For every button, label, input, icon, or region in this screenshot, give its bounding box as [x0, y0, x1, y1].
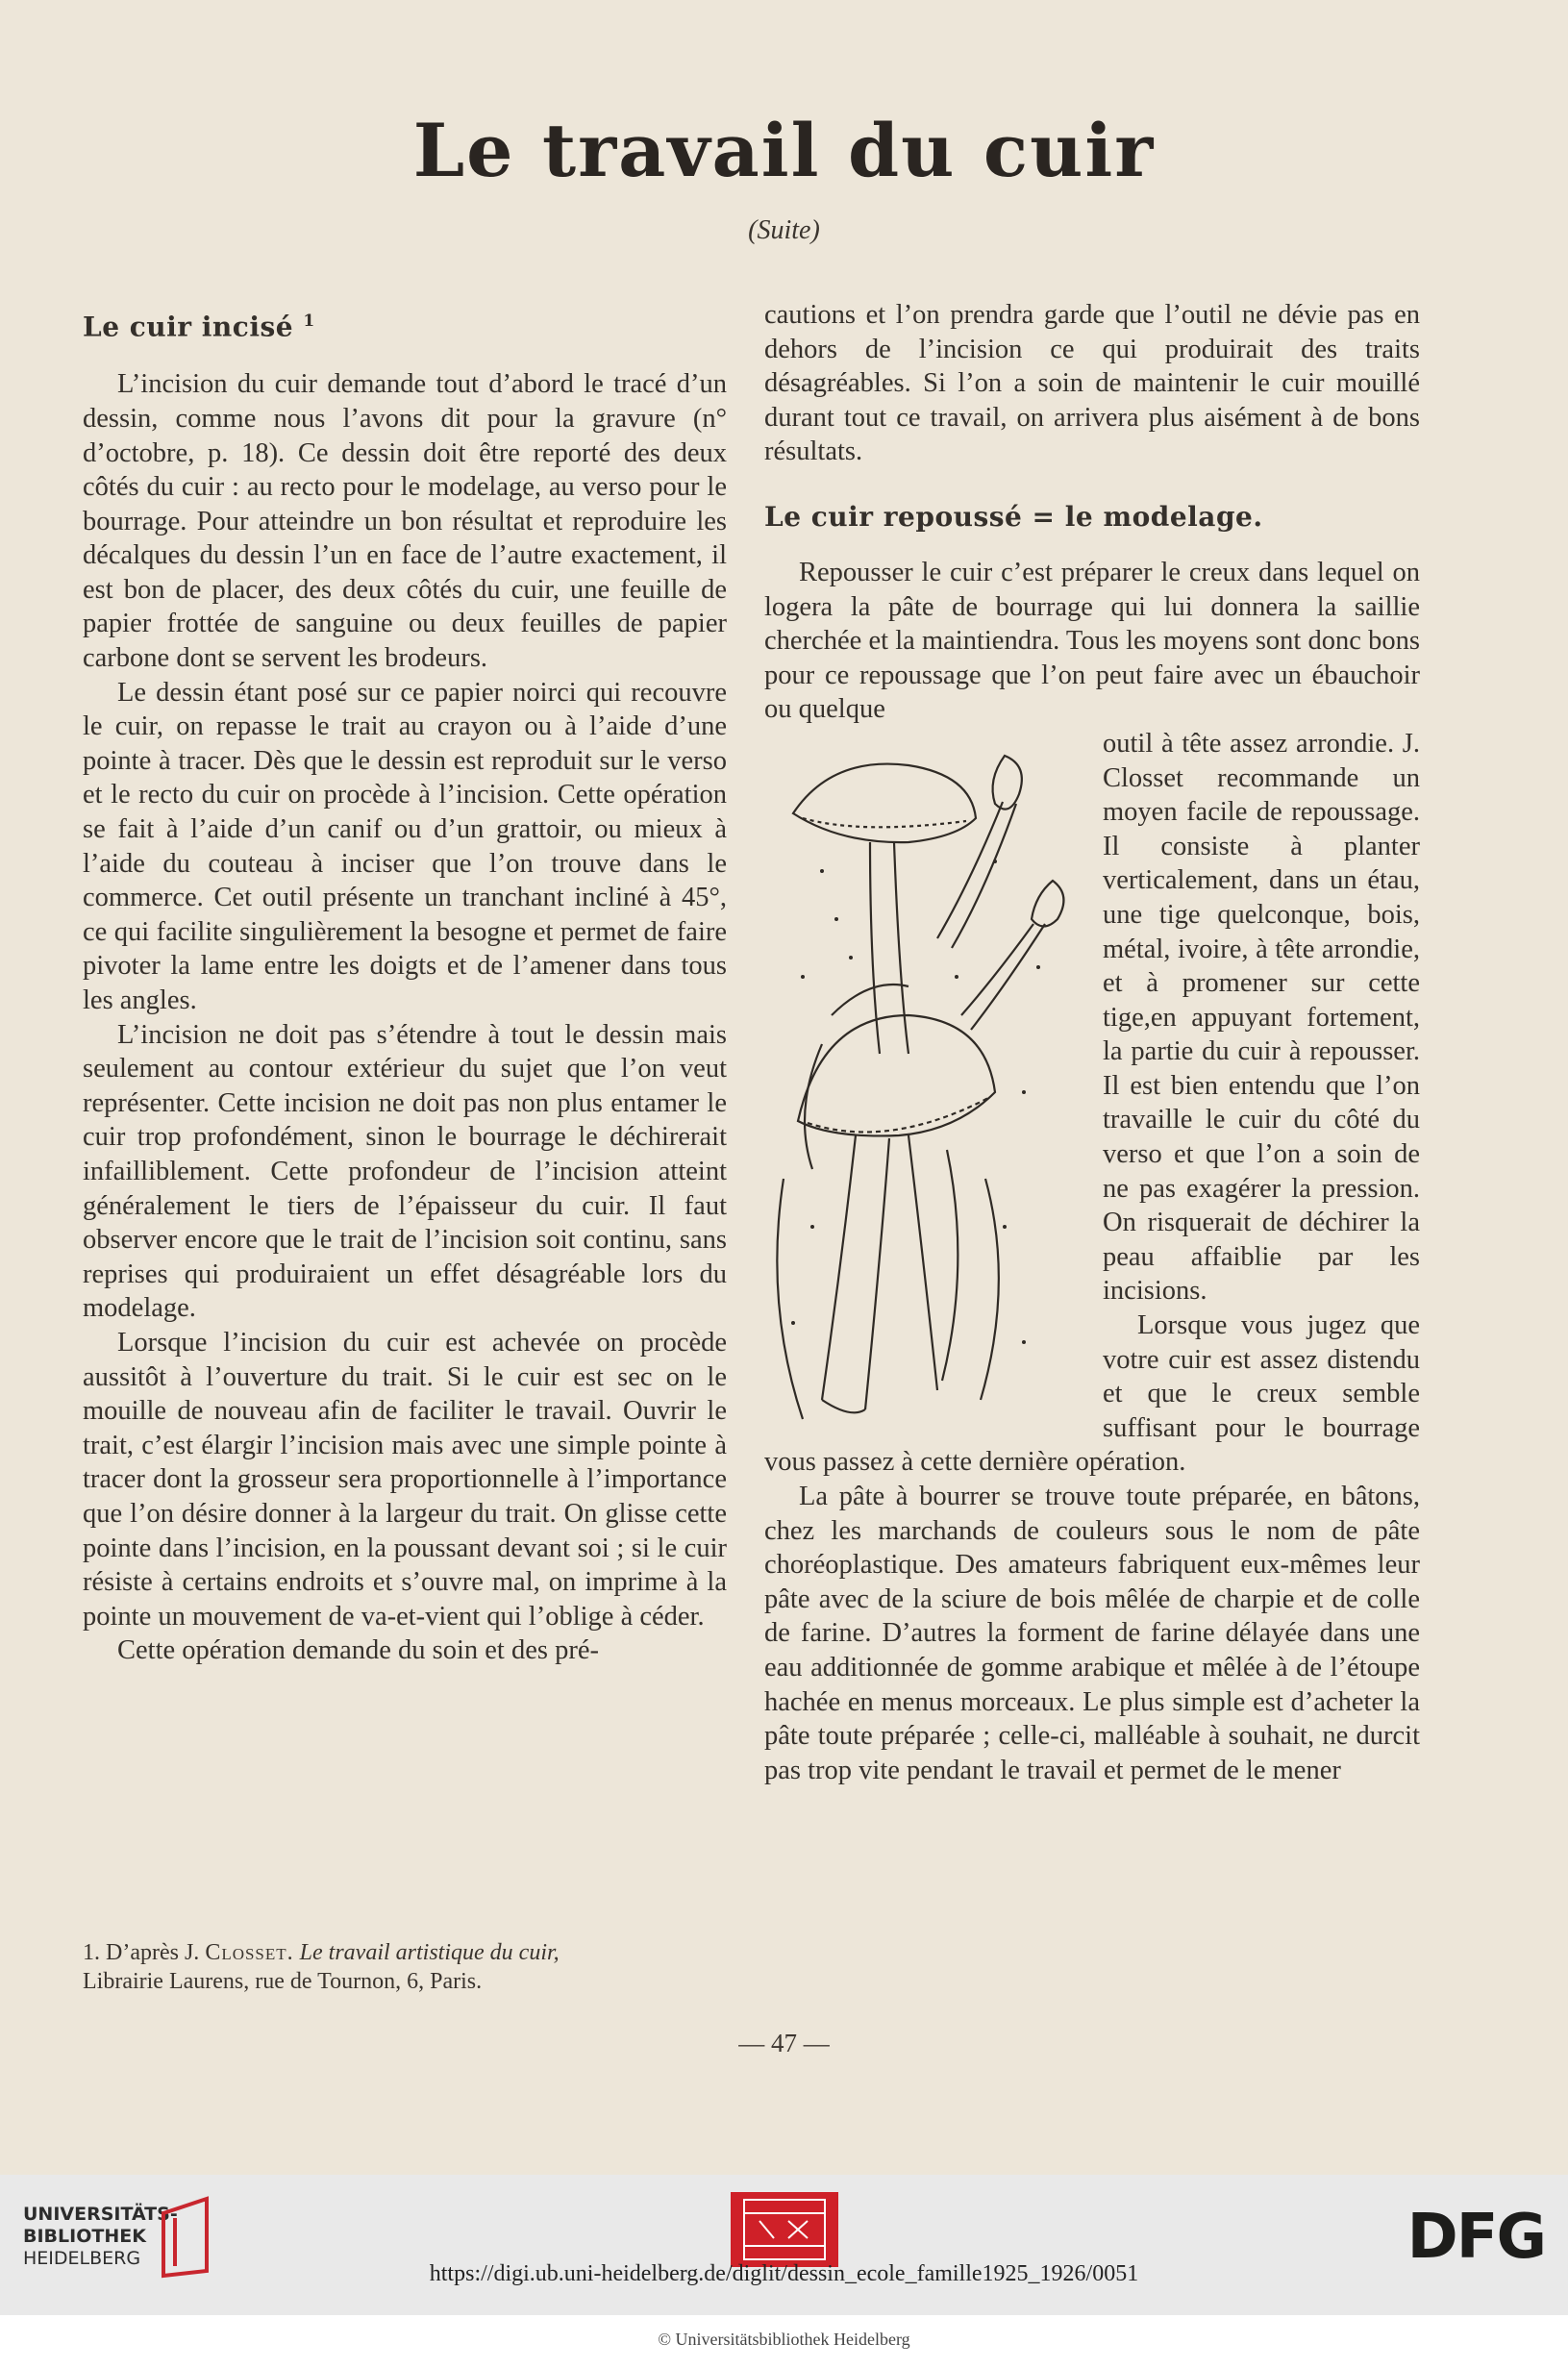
mushroom-drawing-icon: [764, 727, 1091, 1438]
footer-band: [0, 2175, 1568, 2315]
paragraph: Repousser le cuir c’est préparer le creux dans lequel on logera la pâte de bourrage qui lui donnera la saillie cherchée et la maintiendra. Tous les moyens sont donc bons pour ce repoussage que l’on peut faire avec un ébauchoir ou quelque: [764, 557, 1420, 725]
mushroom-illustration: [764, 727, 1091, 1438]
episteme-logo[interactable]: [731, 2192, 838, 2267]
episteme-icon: [731, 2192, 838, 2267]
page-subtitle: (Suite): [748, 215, 820, 245]
footnote-author: Closset.: [205, 1940, 294, 1965]
page-number: — 47 —: [738, 2029, 830, 2057]
right-column: [764, 298, 1420, 1787]
paragraph: L’incision du cuir demande tout d’abord le tracé d’un dessin, comme nous l’avons dit pour la gravure (n° d’octobre, p. 18). Ce dessin doit être reporté des deux côtés du cuir : au recto pour le modelage, au verso pour le bourrage. Pour atteindre un bon résultat et reproduire les décalques du dessin l’un en face de l’autre exactement, il est bon de placer, des deux côtés du cuir, une feuille de papier frottée de sanguine ou deux feuilles de papier carbone dont se servent les brodeurs.: [83, 369, 727, 674]
footnote-publisher: Librairie Laurens, rue de Tournon, 6, Paris.: [83, 1969, 483, 1994]
copyright-notice: © Universitätsbibliothek Heidelberg: [658, 2330, 910, 2349]
library-logo[interactable]: UNIVERSITÄTS- BIBLIOTHEK HEIDELBERG: [23, 2204, 178, 2269]
section-heading-incise: Le cuir incisé $^1$: [83, 311, 315, 343]
footnote-work: Le travail artistique du cuir,: [299, 1940, 560, 1965]
footnote-marker: 1: [303, 312, 315, 331]
paragraph: La pâte à bourrer se trouve toute préparée, en bâtons, chez les marchands de couleurs sous le nom de pâte choréoplastique. Des amateurs fabriquent eux-mêmes leur pâte avec de la sciure de bois mêlée de charpie et de colle de farine. D’autres la forment de farine délayée dans une eau additionnée de gomme arabique et mêlée à de l’étoupe hachée en menus morceaux. Le plus simple est d’acheter la pâte toute préparée ; celle-ci, malléable à souhait, ne durcit pas trop vite pendant le travail et permet de le mener: [764, 1482, 1420, 1785]
section-heading-repousse: Le cuir repoussé = le modelage.: [764, 500, 1263, 533]
paragraph: Lorsque l’incision du cuir est achevée on procède aussitôt à l’ouverture du trait. Si le cuir est sec on le mouille de nouveau afin de faciliter le travail. Ouvrir le trait, c’est élargir l’incision mais avec une simple pointe à tracer dont la grosseur sera proportionnelle à l’importance que l’on désire donner à la largeur du trait. On glisse cette pointe dans l’incision, en la poussant devant soi ; si le cuir résiste à certains endroits et s’ouvre mal, on imprime à la pointe un mouvement de va-et-vient qui l’oblige à céder.: [83, 1327, 727, 1632]
paragraph-continuation: cautions et l’on prendra garde que l’outil ne dévie pas en dehors de l’incision ce qui produirait des traits désagréables. Si l’on a soin de maintenir le cuir mouillé durant tout ce travail, on arrivera plus aisément à de bons résultats.: [764, 300, 1420, 467]
dfg-logo[interactable]: DFG: [1406, 2202, 1545, 2273]
paragraph: Cette opération demande du soin et des pré-: [117, 1635, 599, 1666]
page-title: Le travail du cuir: [412, 108, 1156, 193]
left-column: [83, 298, 727, 1668]
paragraph: outil à tête assez arrondie. J. Closset recommande un moyen facile de repoussage. Il consiste à planter verticalement, dans un étau, une tige quelconque, bois, métal, ivoire, à tête arrondie, et à promener sur cette tige,en appuyant fortement, la partie du cuir à repousser. Il est bien entendu que l’on travaille le cuir du côté du verso et que l’on a soin de ne pas exagérer la pression. On risquerait de déchirer la peau affaiblie par les incisions.: [1103, 728, 1420, 1307]
footnote: 1. D’après J. Closset. Le travail artistique du cuir, Librairie Laurens, rue de Tournon, 6, Paris.: [83, 1940, 560, 1994]
paragraph: Le dessin étant posé sur ce papier noirci qui recouvre le cuir, on repasse le trait au crayon ou à l’aide d’une pointe à tracer. Dès que le dessin est reproduit sur le verso et le recto du cuir on procède à l’incision. Cette opération se fait à l’aide d’un canif ou d’un grattoir, ou mieux à l’aide du couteau à inciser que l’on trouve dans le commerce. Cet outil présente un tranchant incliné à 45°, ce qui facilite singulièrement la besogne et permet de faire pivoter la lame entre les doigts et de l’amener dans tous les angles.: [83, 677, 727, 1016]
paragraph: L’incision ne doit pas s’étendre à tout le dessin mais seulement au contour extérieur du sujet que l’on veut représenter. Cette incision ne doit pas non plus entamer le cuir trop profondément, sinon le bourrage le déchirerait infailliblement. Cette profondeur de l’incision atteint généralement le tiers de l’épaisseur du cuir. Il faut observer encore que le trait de l’incision soit continu, sans reprises qui produiraient un effet désagréable lors du modelage.: [83, 1019, 727, 1324]
paragraph: Lorsque vous jugez que votre cuir est assez distendu et que le creux semble suffisant pour le bourrage vous passez à cette dernière opération.: [764, 1310, 1420, 1478]
source-url-link[interactable]: https://digi.ub.uni-heidelberg.de/diglit/dessin_ecole_famille1925_1926/0051: [429, 2261, 1139, 2286]
